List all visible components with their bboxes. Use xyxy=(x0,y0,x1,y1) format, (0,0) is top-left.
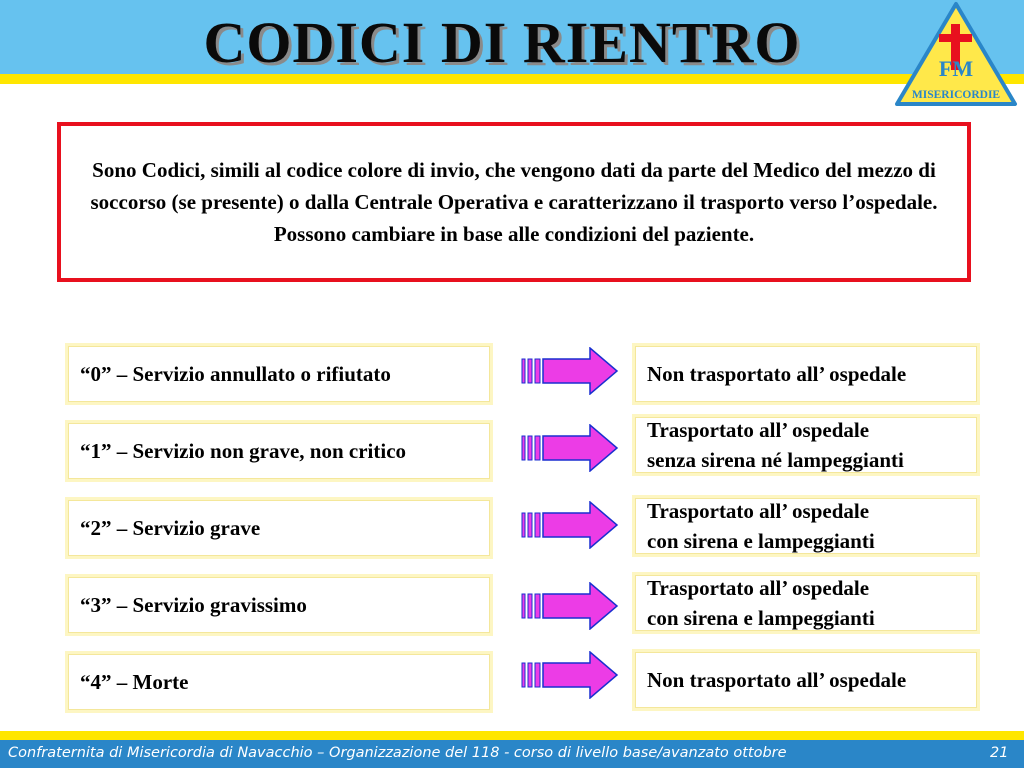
code-label: “3” – Servizio gravissimo xyxy=(80,592,307,617)
intro-box xyxy=(57,122,971,282)
arrow-right-icon xyxy=(520,424,620,472)
code-row xyxy=(0,497,1024,567)
arrow-right-icon xyxy=(520,347,620,395)
arrow-right-icon xyxy=(520,651,620,699)
result-label: Trasportato all’ ospedale senza sirena né lampeggianti xyxy=(647,418,904,472)
code-label-box xyxy=(65,651,493,713)
code-label-box xyxy=(65,343,493,405)
result-label: Trasportato all’ ospedale con sirena e lampeggianti xyxy=(647,499,875,553)
logo-text: MISERICORDIE xyxy=(911,89,1001,101)
code-label-box xyxy=(65,574,493,636)
code-row xyxy=(0,420,1024,490)
result-box xyxy=(632,343,980,405)
code-label: “0” – Servizio annullato o rifiutato xyxy=(80,361,391,386)
arrow-right-icon xyxy=(520,501,620,549)
result-box xyxy=(632,572,980,634)
page-number: 21 xyxy=(990,745,1009,761)
arrow-right-icon xyxy=(520,582,620,630)
code-label-box xyxy=(65,420,493,482)
code-row xyxy=(0,574,1024,644)
result-label: Non trasportato all’ ospedale xyxy=(647,362,907,386)
code-label: “2” – Servizio grave xyxy=(80,515,261,540)
result-label: Non trasportato all’ ospedale xyxy=(647,668,907,692)
footer-stripe xyxy=(0,731,1024,740)
code-row xyxy=(0,343,1024,413)
code-label-box xyxy=(65,497,493,559)
code-label: “4” – Morte xyxy=(80,669,189,694)
result-box xyxy=(632,495,980,557)
result-box xyxy=(632,649,980,711)
result-box xyxy=(632,414,980,476)
logo-letters: FM xyxy=(938,56,974,81)
intro-text: Sono Codici, simili al codice colore di invio, che vengono dati da parte del Medico del mezzo di soccorso (se presente) o dalla Centrale Operativa e caratterizzano il trasporto verso l’ospedale. Possono cambiare in base alle condizioni del paziente. xyxy=(90,158,938,246)
code-row xyxy=(0,651,1024,721)
code-label: “1” – Servizio non grave, non critico xyxy=(80,438,407,463)
footer-text: Confraternita di Misericordia di Navacchio – Organizzazione del 118 - corso di livello base/avanzato ottobre xyxy=(8,745,787,761)
misericordie-logo xyxy=(893,0,1019,112)
page-title: CODICI DI RIENTRO xyxy=(203,10,801,75)
result-label: Trasportato all’ ospedale con sirena e lampeggianti xyxy=(647,576,875,630)
